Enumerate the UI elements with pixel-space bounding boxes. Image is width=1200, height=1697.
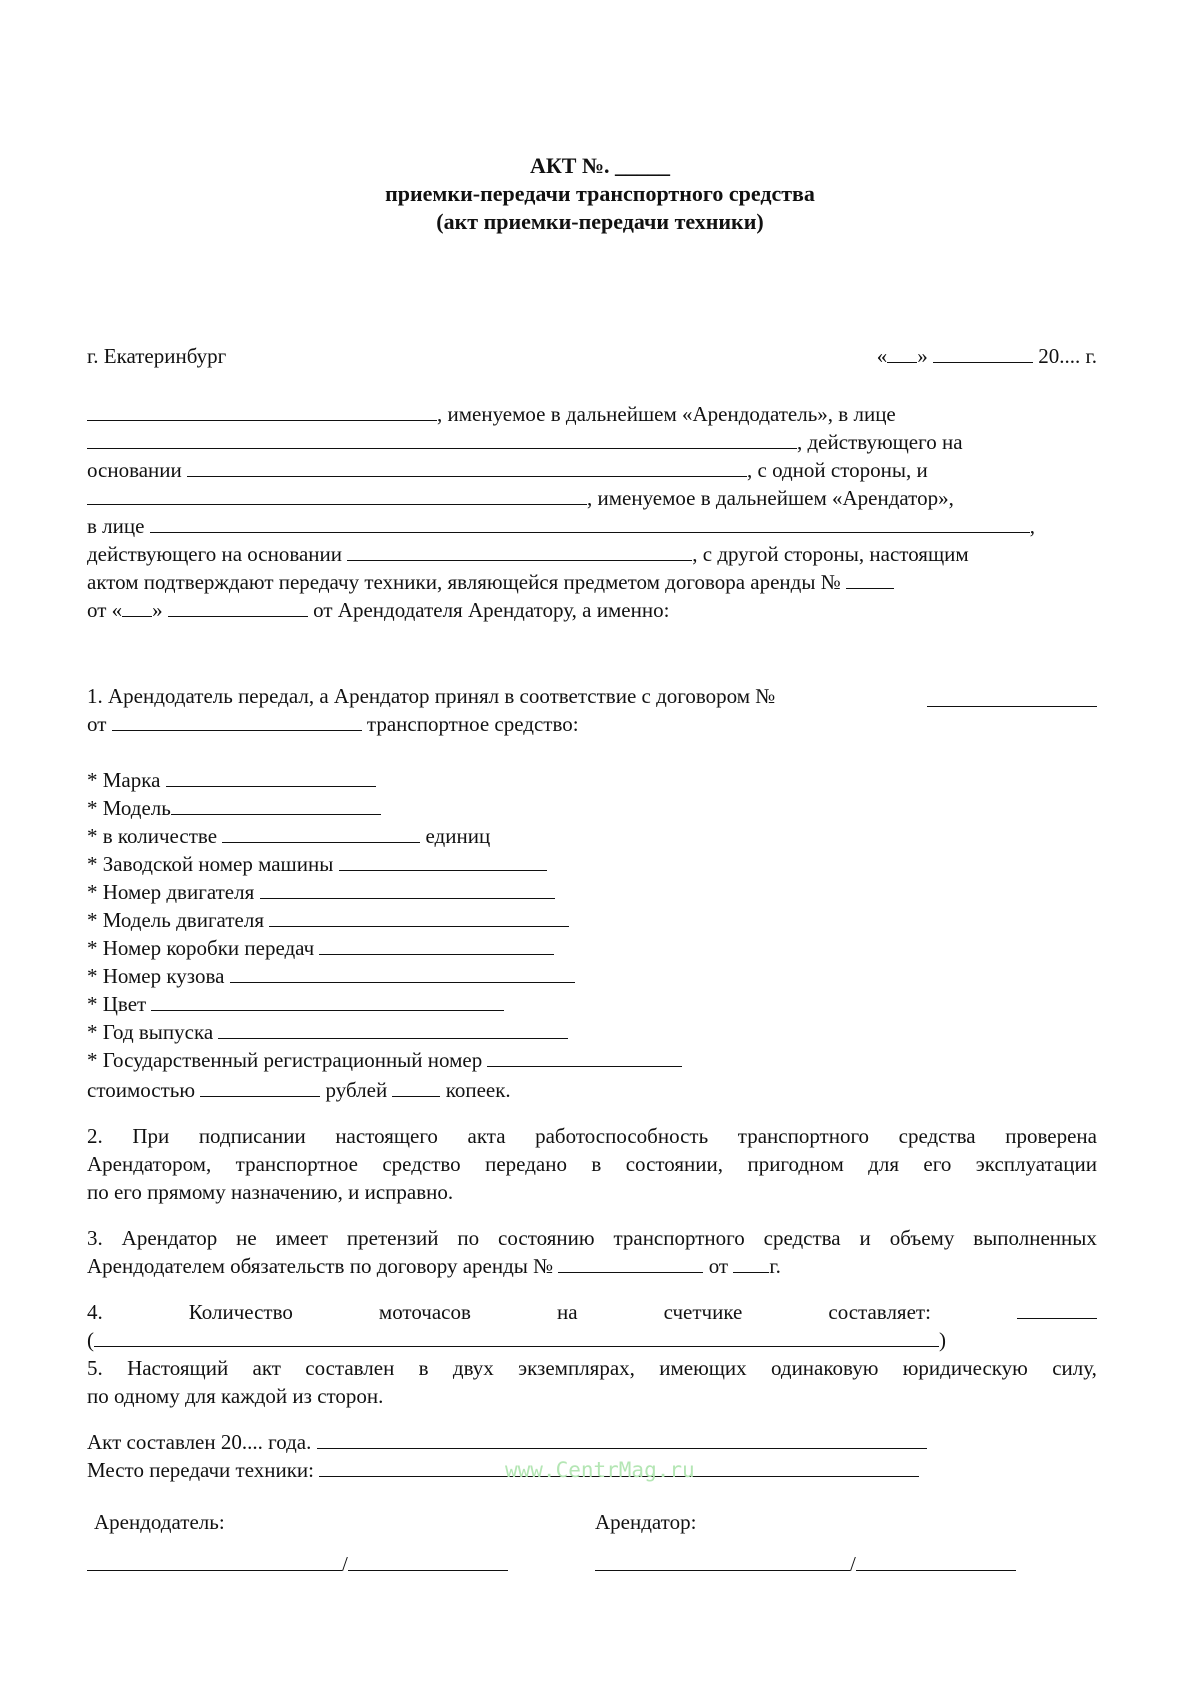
- word: экземплярах,: [518, 1356, 635, 1380]
- vehicle-field-input[interactable]: [222, 822, 420, 843]
- section-4-line-1: [87, 1298, 1097, 1326]
- vehicle-field-label: * в количестве: [87, 824, 218, 848]
- title-subtitle: (акт приемки-передачи техники): [436, 209, 764, 234]
- vehicle-field-label: * Цвет: [87, 992, 147, 1016]
- lessee-representative-field[interactable]: [150, 512, 1030, 533]
- vehicle-field-input[interactable]: [166, 766, 376, 787]
- word: счетчике: [663, 1300, 743, 1324]
- word: При: [132, 1124, 170, 1148]
- vehicle-field-input[interactable]: [269, 906, 569, 927]
- document-title: [0, 152, 1200, 236]
- vehicle-field-label: * Номер коробки передач: [87, 936, 315, 960]
- paren-open: (: [87, 1328, 94, 1352]
- vehicle-field-suffix: единиц: [425, 824, 491, 848]
- preamble-text: , именуемое в дальнейшем «Арендодатель», в лице: [437, 402, 896, 426]
- preamble-text: , с другой стороны, настоящим: [692, 542, 969, 566]
- word: силу,: [1052, 1356, 1097, 1380]
- act-made-label: Акт составлен 20.... года.: [87, 1430, 312, 1454]
- motor-hours-words-field[interactable]: [94, 1326, 939, 1347]
- lease-contract-day-field[interactable]: [122, 596, 152, 617]
- word: настоящего: [335, 1124, 438, 1148]
- preamble-text: , именуемое в дальнейшем «Арендатор»,: [587, 486, 954, 510]
- preamble-line-7: [87, 568, 894, 596]
- word: составлен: [305, 1356, 395, 1380]
- word: средство: [382, 1152, 461, 1176]
- cost-kopecks-field[interactable]: [392, 1076, 440, 1097]
- word: по: [457, 1226, 480, 1250]
- lessee-basis-field[interactable]: [347, 540, 692, 561]
- vehicle-field-row: [87, 1018, 568, 1046]
- section-2-line-2: [87, 1150, 1097, 1178]
- preamble-text: от «: [87, 598, 123, 622]
- vehicle-field-input[interactable]: [319, 934, 554, 955]
- cost-line: [87, 1076, 511, 1104]
- motor-hours-field[interactable]: [1017, 1298, 1097, 1319]
- lessee-name-decoding-field[interactable]: [856, 1550, 1016, 1571]
- paren-close: ): [939, 1328, 946, 1352]
- preamble-line-5: [87, 512, 1035, 540]
- title-subject: приемки-передачи транспортного средства: [385, 181, 815, 206]
- preamble-text: в лице: [87, 514, 145, 538]
- section-2-line-1: [87, 1122, 1097, 1150]
- preamble-text: действующего на основании: [87, 542, 343, 566]
- word: транспортного: [613, 1226, 745, 1250]
- vehicle-field-label: * Государственный регистрационный номер: [87, 1048, 483, 1072]
- vehicle-field-label: * Марка: [87, 768, 161, 792]
- section-5-line-2: по одному для каждой из сторон.: [87, 1384, 384, 1408]
- month-field[interactable]: [933, 342, 1033, 363]
- word: моточасов: [378, 1300, 471, 1324]
- preamble-text: ,: [1029, 514, 1035, 538]
- vehicle-field-label: * Год выпуска: [87, 1020, 214, 1044]
- word: имеет: [275, 1226, 328, 1250]
- date-year: 20.... г.: [1038, 344, 1097, 368]
- date-quote-open: «: [876, 344, 888, 368]
- section-1-text: от: [87, 712, 107, 736]
- section-3-text: г.: [769, 1254, 781, 1278]
- preamble-line-6: [87, 540, 969, 568]
- word: двух: [452, 1356, 494, 1380]
- word: Настоящий: [127, 1356, 229, 1380]
- signature-slash: /: [342, 1552, 348, 1576]
- lessor-signature-label: Арендодатель:: [94, 1510, 225, 1534]
- word: и: [859, 1226, 871, 1250]
- vehicle-field-input[interactable]: [218, 1018, 568, 1039]
- section-3-text: Арендодателем обязательств по договору аренды №: [87, 1254, 554, 1278]
- word: средства: [763, 1226, 841, 1250]
- preamble-text: , с одной стороны, и: [747, 458, 928, 482]
- document-date: [877, 342, 1097, 370]
- word: для: [868, 1152, 899, 1176]
- cost-rubles-field[interactable]: [200, 1076, 320, 1097]
- word: 2.: [87, 1124, 103, 1148]
- contract-number-field[interactable]: [927, 686, 1097, 707]
- word: 3.: [87, 1226, 103, 1250]
- vehicle-field-row: [87, 878, 555, 906]
- word: 4.: [87, 1300, 103, 1324]
- section-1-line-1: [87, 682, 1097, 710]
- lessor-signature-field[interactable]: [87, 1550, 342, 1571]
- cost-rub-label: рублей: [325, 1078, 388, 1102]
- preamble-text: , действующего на: [797, 430, 963, 454]
- section-1-line-2: [87, 710, 579, 738]
- section-3-line-1: [87, 1224, 1097, 1252]
- word: его: [923, 1152, 952, 1176]
- preamble-line-1: [87, 400, 896, 428]
- lessor-name-field[interactable]: [87, 400, 437, 421]
- lessee-signature-label: Арендатор:: [595, 1510, 697, 1534]
- vehicle-field-row: [87, 794, 381, 822]
- word: проверена: [1005, 1124, 1097, 1148]
- preamble-text: основании: [87, 458, 182, 482]
- word: имеющих: [659, 1356, 747, 1380]
- word: передано: [485, 1152, 567, 1176]
- vehicle-field-label: * Модель двигателя: [87, 908, 264, 932]
- section-4-line-2: [87, 1326, 946, 1354]
- vehicle-field-input[interactable]: [487, 1046, 682, 1067]
- word: работоспособность: [535, 1124, 709, 1148]
- word: Арендатором,: [87, 1152, 212, 1176]
- word: в: [418, 1356, 429, 1380]
- lessor-basis-field[interactable]: [187, 456, 747, 477]
- cost-label: стоимостью: [87, 1078, 196, 1102]
- word: выполненных: [973, 1226, 1097, 1250]
- word: в: [591, 1152, 602, 1176]
- vehicle-field-input[interactable]: [339, 850, 547, 871]
- preamble-text: актом подтверждают передачу техники, являющейся предметом договора аренды №: [87, 570, 841, 594]
- vehicle-field-input[interactable]: [260, 878, 555, 899]
- vehicle-field-label: * Номер двигателя: [87, 880, 255, 904]
- word: Количество: [188, 1300, 293, 1324]
- lessee-signature-field[interactable]: [595, 1550, 850, 1571]
- vehicle-field-row: [87, 850, 547, 878]
- word: одинаковую: [770, 1356, 879, 1380]
- title-act-number: АКТ №. _____: [529, 153, 671, 178]
- word: транспортное: [235, 1152, 358, 1176]
- word: пригодном: [747, 1152, 844, 1176]
- city: г. Екатеринбург: [87, 344, 227, 368]
- lessee-name-field[interactable]: [87, 484, 587, 505]
- word: эксплуатации: [975, 1152, 1097, 1176]
- lease-number-field[interactable]: [558, 1252, 703, 1273]
- vehicle-field-row: [87, 962, 575, 990]
- lessor-representative-field[interactable]: [87, 428, 797, 449]
- preamble-line-8: [87, 596, 669, 624]
- date-quote-close: »: [917, 344, 928, 368]
- vehicle-field-label: * Номер кузова: [87, 964, 225, 988]
- lessor-signature-line: [87, 1550, 508, 1578]
- word: претензий: [346, 1226, 439, 1250]
- word: состоянии,: [625, 1152, 724, 1176]
- vehicle-field-row: [87, 1046, 682, 1074]
- lease-contract-number-field[interactable]: [846, 568, 894, 589]
- word: 5.: [87, 1356, 103, 1380]
- vehicle-field-row: [87, 906, 569, 934]
- word: акта: [467, 1124, 506, 1148]
- vehicle-field-label: * Модель: [87, 796, 171, 820]
- vehicle-field-input[interactable]: [171, 794, 381, 815]
- vehicle-field-input[interactable]: [230, 962, 575, 983]
- watermark: www.CentrMag.ru: [505, 1458, 695, 1482]
- vehicle-field-row: [87, 990, 504, 1018]
- place-label: Место передачи техники:: [87, 1458, 315, 1482]
- lessor-name-decoding-field[interactable]: [348, 1550, 508, 1571]
- preamble-line-3: [87, 456, 928, 484]
- section-3-line-2: [87, 1252, 781, 1280]
- word: транспортного: [737, 1124, 870, 1148]
- cost-kop-label: копеек.: [445, 1078, 511, 1102]
- section-3-text: от: [708, 1254, 729, 1278]
- contract-date-field[interactable]: [112, 710, 362, 731]
- preamble-text: от Арендодателя Арендатору, а именно:: [313, 598, 670, 622]
- lessee-signature-line: [595, 1550, 1016, 1578]
- word: подписании: [198, 1124, 306, 1148]
- preamble-text: »: [152, 598, 163, 622]
- vehicle-field-label: * Заводской номер машины: [87, 852, 334, 876]
- word: юридическую: [902, 1356, 1028, 1380]
- word: Арендатор: [121, 1226, 218, 1250]
- vehicle-field-row: [87, 822, 490, 850]
- place-line: [87, 1456, 919, 1484]
- vehicle-field-row: [87, 934, 554, 962]
- word: акт: [252, 1356, 281, 1380]
- word: состоянию: [498, 1226, 595, 1250]
- word: на: [556, 1300, 578, 1324]
- section-5-line-1: [87, 1354, 1097, 1382]
- lease-year-field[interactable]: [733, 1252, 769, 1273]
- vehicle-field-input[interactable]: [151, 990, 504, 1011]
- preamble-line-4: [87, 484, 954, 512]
- day-field[interactable]: [887, 342, 917, 363]
- section-1-text: 1. Арендодатель передал, а Арендатор принял в соответствие с договором №: [87, 684, 776, 708]
- act-made-line: [87, 1428, 927, 1456]
- signature-slash: /: [850, 1552, 856, 1576]
- word: объему: [889, 1226, 955, 1250]
- lease-contract-month-field[interactable]: [168, 596, 308, 617]
- preamble-line-2: [87, 428, 963, 456]
- section-2-line-3: по его прямому назначению, и исправно.: [87, 1180, 454, 1204]
- word: составляет:: [828, 1300, 931, 1324]
- vehicle-field-row: [87, 766, 376, 794]
- word: не: [236, 1226, 257, 1250]
- act-made-field[interactable]: [317, 1428, 927, 1449]
- section-1-text: транспортное средство:: [366, 712, 579, 736]
- word: средства: [898, 1124, 976, 1148]
